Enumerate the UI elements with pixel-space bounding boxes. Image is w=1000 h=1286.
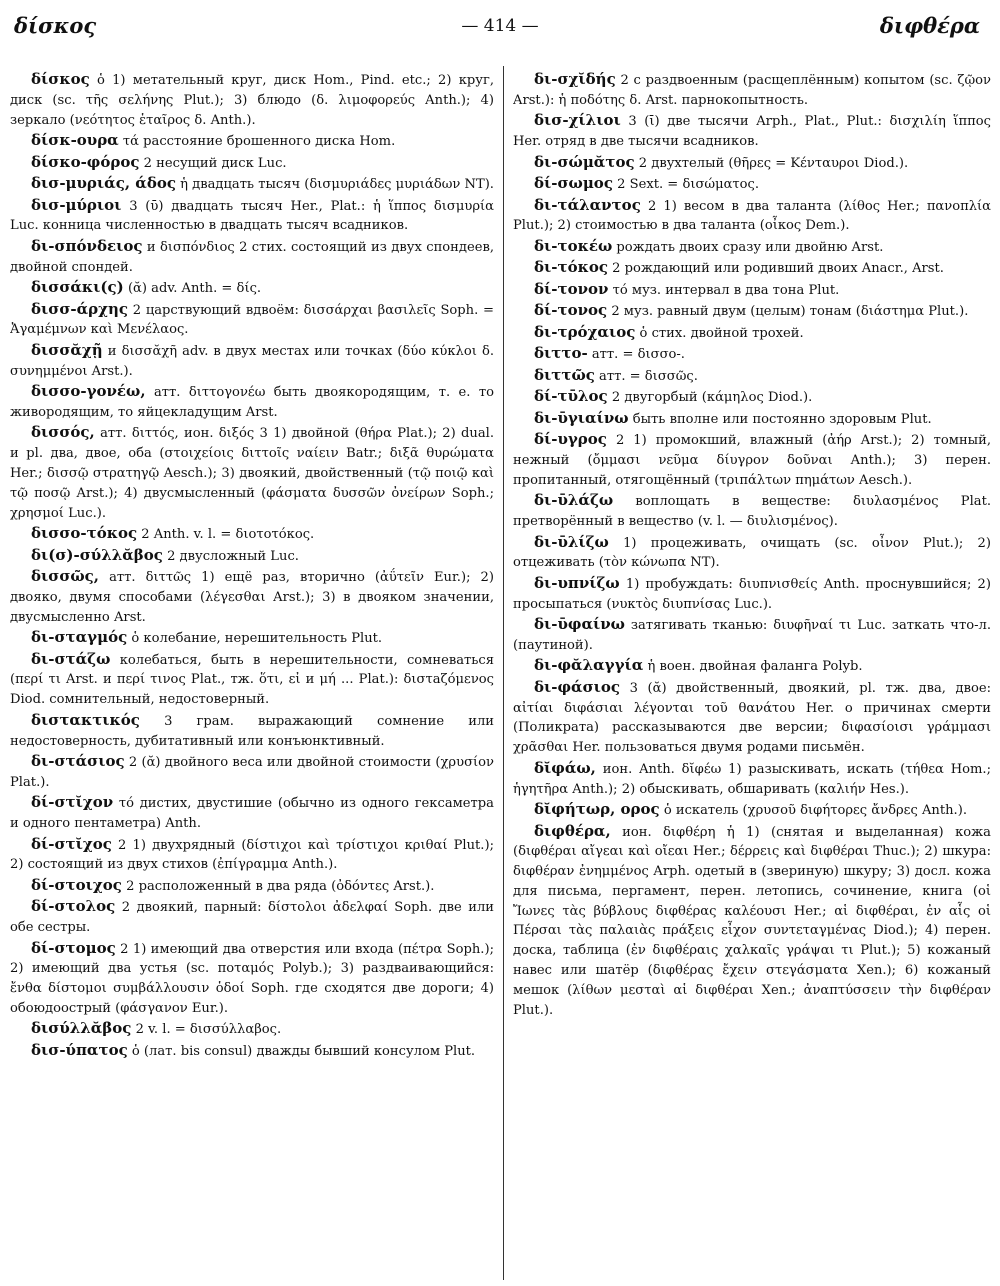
dictionary-entry (10, 876, 494, 897)
entry-headword: δι-τόκος (534, 258, 608, 277)
entry-definition: и δισπόνδιος 2 стих. состоящий из двух спондеев, двойной спондей. (10, 239, 494, 275)
entry-headword: δι-στάζω (31, 649, 111, 668)
dictionary-entry (10, 196, 494, 237)
entry-headword: δισ-χίλιοι (534, 111, 621, 130)
entry-headword: δι-στάσιος (31, 751, 125, 770)
entry-headword: διστακτικός (31, 710, 140, 729)
dictionary-entry (10, 793, 494, 834)
dictionary-entry (10, 278, 494, 299)
entry-definition: 3 грам. выражающий сомнение или недостоверность, дубитативный или конъюнктивный. (10, 713, 494, 749)
dictionary-entry (513, 237, 991, 258)
entry-headword: δι-σώμᾰτος (534, 152, 635, 171)
dictionary-entry (513, 574, 991, 615)
entry-headword: δί-στομος (31, 938, 116, 957)
entry-headword: δισσ-άρχης (31, 299, 129, 318)
entry-definition: 2 1) двухрядный (δίστιχοι καὶ τρίστιχοι κριθαί Plut.); 2) состоящий из двух стихов (ἐπίγραμμα Anth.). (10, 837, 494, 873)
page-number: — 414 — (461, 16, 539, 36)
entry-definition: атт. διττός, ион. διξός 3 1) двойной (θήρα Plat.); 2) dual. и pl. два, двое, оба (στοιχείοις διττοῖς ναίειν Batr.; διξᾶ θυρώματα Her.; δισσῷ στρατηγῷ Aesch.); 3) двоякий, двойственный (τῷ ποιῷ καὶ τῷ ποσῷ Arst.); 4) двусмысленный (φάσματα δυσσῶν ὀνείρων Soph.; χρησμοί Luc.). (10, 426, 494, 521)
dictionary-entry (513, 258, 991, 279)
entry-headword: δισσο-τόκος (31, 524, 138, 543)
entry-headword: δι-ῡφαίνω (534, 615, 625, 634)
entry-headword: δισσῶς, (31, 567, 100, 586)
entry-definition: ион. Anth. δῐφέω 1) разыскивать, искать (τήθεα Hom.; ἡγητῆρα Anth.); 2) обыскивать, обшаривать (καλιήν Hes.). (513, 761, 991, 797)
entry-headword: δι-ῡγιαίνω (534, 408, 629, 427)
entry-headword: δί-στολος (31, 897, 116, 916)
entry-headword: δί-στῐχον (31, 793, 114, 812)
entry-definition: 3 (ᾰ) двойственный, двоякий, pl. тж. два, двое: αἰτίαι διφάσιαι λέγονται τοῦ θανάτου Her. о причинах смерти (Поликрата) рассказываются две версии; διφασίοισι γράμμασι χρᾶσθαι Her. пользоваться двумя родами письмён. (513, 680, 991, 756)
dictionary-entry (10, 237, 494, 278)
entry-definition: и δισσᾰχῆ adv. в двух местах или точках (δύο κύκλοι δ. συνημμένοι Arst.). (10, 343, 494, 379)
entry-definition: 2 1) весом в два таланта (λίθος Her.; πανοπλία Plut.); 2) стоимостью в два таланта (οἶκος Dem.). (513, 198, 991, 234)
dictionary-entry (513, 111, 991, 152)
entry-definition: τά расстояние брошенного диска Hom. (122, 134, 396, 150)
entry-headword: δισ-μύριοι (31, 195, 122, 214)
entry-definition: атт. = δισσο-. (591, 347, 685, 363)
entry-headword: δι-σχῐδής (534, 70, 616, 88)
entry-definition: ἡ воен. двойная фаланга Polyb. (647, 659, 863, 675)
entry-definition: атт. διττογονέω быть двоякородящим, т. е. то живородящим, то яйцекладущим Arst. (10, 385, 494, 420)
entry-definition: 2 1) имеющий два отверстия или входа (πέτρα Soph.); 2) имеющий два устья (sc. ποταμός Polyb.); 3) раздваивающийся: ἔνθα δίστομοι συμβάλλουσιν ὁδοί Soph. где сходятся две дороги; 4) обоюдоострый (φάσγανον Eur.). (10, 941, 494, 1016)
dictionary-entry (513, 344, 991, 365)
dictionary-entry (10, 711, 494, 752)
dictionary-entry (10, 1019, 494, 1040)
entry-headword: δίσκ-ουρα (31, 131, 119, 150)
dictionary-entry (10, 752, 494, 793)
entry-headword: δί-τονος (534, 301, 608, 320)
entry-definition: атт. διττῶς 1) ещё раз, вторично (ἀΰτεῖν Eur.); 2) двояко, двумя способами (λέγεσθαι Arst.); 3) в двояком значении, двусмысленно Arst. (10, 570, 494, 625)
entry-headword: δισσός, (31, 423, 95, 442)
entry-definition: 2 муз. равный двум (целым) тонам (διάστημα Plut.). (611, 304, 969, 320)
entry-definition: атт. = δισσῶς. (599, 368, 698, 384)
entry-definition: 2 v. l. = δισσύλλαβος. (135, 1022, 282, 1038)
entry-headword: δι-σπόνδειος (31, 236, 143, 255)
dictionary-entry (10, 835, 494, 876)
dictionary-entry (10, 341, 494, 382)
entry-definition: 2 Sext. = δισώματος. (617, 177, 760, 193)
right-running-head: διφθέρα (879, 13, 980, 38)
dictionary-entry (513, 615, 991, 656)
dictionary-entry (10, 897, 494, 938)
entry-headword: δί-τῡλος (534, 387, 608, 406)
entry-definition: ἡ двадцать тысяч (δισμυριάδες μυριάδων NT). (180, 177, 494, 193)
entry-definition: 2 двухтелый (θῆρες = Κένταυροι Diod.). (638, 155, 909, 171)
dictionary-entry (513, 430, 991, 490)
entry-definition: 2 царствующий вдвоём: δισσάρχαι βασιλεῖς Soph. = Ἀγαμέμνων καὶ Μενέλαος. (10, 302, 494, 338)
dictionary-entry (10, 939, 494, 1019)
entry-definition: 1) процеживать, очищать (sc. οἶνον Plut.); 2) отцеживать (τὸν κώνωπα NT). (513, 535, 991, 571)
entry-definition: ὁ 1) метательный круг, диск Hom., Pind. etc.; 2) круг, диск (sc. τῆς σελήνης Plut.); 3) блюдо (δ. λιμοφορεύς Anth.); 4) зеркало (νεότητος ἑταῖρος δ. Anth.). (10, 73, 494, 128)
entry-definition: 2 несущий диск Luc. (143, 155, 287, 171)
entry-definition: 2 двусложный Luc. (167, 548, 299, 564)
entry-headword: διφθέρα, (534, 821, 611, 840)
dictionary-entry (513, 153, 991, 174)
dictionary-entry (10, 382, 494, 423)
dictionary-entry (513, 491, 991, 532)
dictionary-entry (513, 822, 991, 1021)
column-divider (503, 66, 504, 1280)
entry-definition: ὁ искатель (χρυσοῦ διφήτορες ἄνδρες Anth.). (663, 803, 967, 819)
entry-headword: δισσᾰχῇ (31, 340, 103, 359)
dictionary-entry (513, 196, 991, 237)
page-header (0, 8, 1000, 46)
dictionary-entry (513, 366, 991, 387)
entry-headword: δι-σταγμός (31, 628, 128, 647)
entry-definition: рождать двоих сразу или двойню Arst. (616, 239, 884, 255)
entry-definition: 2 рождающий или родивший двоих Anacr., Arst. (612, 261, 944, 277)
dictionary-entry (10, 628, 494, 649)
entry-definition: быть вполне или постоянно здоровым Plut. (632, 411, 932, 427)
dictionary-entry (513, 678, 991, 758)
dictionary-entry (10, 546, 494, 567)
entry-definition: 3 (ῡ) двадцать тысяч Her., Plat.: ἡ ἵππος δισμυρία Luc. конница численностью в двадцать тысяч всадников. (10, 198, 494, 234)
entry-headword: δισσάκι(ς) (31, 278, 124, 297)
entry-definition: 1) пробуждать: διυπνισθείς Anth. проснувшийся; 2) просыпаться (νυκτὸς διυπνίσας Luc.). (513, 576, 991, 612)
dictionary-entry (10, 153, 494, 174)
entry-headword: δι-ῡλάζω (534, 491, 614, 510)
entry-headword: δι-φάσιος (534, 677, 621, 696)
dictionary-entry (513, 70, 991, 111)
entry-definition: ὁ колебание, нерешительность Plut. (131, 631, 383, 647)
entry-headword: διττῶς (534, 365, 595, 384)
dictionary-entry (513, 759, 991, 800)
entry-definition: ион. διφθέρη ἡ 1) (снятая и выделанная) кожа (διφθέραι αἴγεαι καὶ οἴεαι Her.; δέρρεις καὶ διφθέραι Thuc.); 2) шкура: διφθέραν ἐνημμένος Arph. одетый в (звериную) шкуру; 3) досл. кожа для письма, пергамент, перен. летопись, сочинение, книга (οἱ Ἴωνες τὰς βύβλους διφθέρας καλέουσι Her.; αἱ διφθέραι, ἐν αἷς οἱ Πέρσαι τὰς παλαιὰς πράξεις εἶχον συντεταγμένας Diod.); 4) перен. доска, таблица (ἐν διφθέραις χαλκαῖς γράψαι τι Plut.); 5) кожаный навес или шатёр (διφθέρας ἔχειν στεγάσματα Xen.); 6) кожаный мешок (λίθων μεσταὶ αἱ διφθέραι Xen.; ἀναπτύσσειν τὴν διφθέραν Plut.). (513, 824, 991, 1018)
entry-definition: 2 Anth. v. l. = διοτοτόκος. (141, 527, 315, 543)
entry-definition: ὁ (лат. bis consul) дважды бывший консулом Plut. (131, 1043, 476, 1059)
dictionary-entry (10, 300, 494, 341)
entry-headword: δι-υπνίζω (534, 573, 620, 592)
right-column (513, 70, 991, 1282)
dictionary-entry (10, 174, 494, 195)
dictionary-entry (513, 409, 991, 430)
entry-headword: δι-τρόχαιος (534, 322, 636, 341)
entry-definition: ὁ стих. двойной трохей. (639, 325, 804, 341)
entry-headword: δῐφάω, (534, 758, 596, 777)
entry-headword: δί-σωμος (534, 174, 613, 193)
entry-definition: τό дистих, двустишие (обычно из одного гексаметра и одного пентаметра) Anth. (10, 796, 494, 832)
entry-headword: δί-τονον (534, 279, 609, 298)
entry-definition: колебаться, быть в нерешительности, сомневаться (περί τι Arst. и περί τινος Plat., тж. ὅτι, εἰ и μή ... Plat.): διστaζόμενος Diod. сомнительный, недостоверный. (10, 652, 494, 708)
entry-definition: 2 двугорбый (κάμηλος Diod.). (611, 390, 813, 406)
entry-headword: δι-φᾰλαγγία (534, 656, 644, 675)
left-running-head: δίσκος (14, 13, 97, 38)
dictionary-entry (513, 533, 991, 574)
dictionary-entry (513, 301, 991, 322)
left-column (10, 70, 494, 1282)
entry-headword: δι-τοκέω (534, 236, 613, 255)
dictionary-entry (513, 174, 991, 195)
entry-headword: δί-υγρος (534, 430, 607, 449)
dictionary-entry (10, 1041, 494, 1062)
dictionary-entry (10, 70, 494, 130)
dictionary-entry (10, 423, 494, 523)
dictionary-entry (10, 524, 494, 545)
entry-headword: δί-στῐχος (31, 834, 112, 853)
entry-headword: δισ-μυριάς, άδος (31, 174, 176, 193)
entry-definition: 2 с раздвоенным (расщеплённым) копытом (sc. ζῷον Arst.): ἡ ποδότης δ. Arst. парнокопытность. (513, 73, 991, 108)
dictionary-entry (513, 323, 991, 344)
entry-headword: δίσκο-φόρος (31, 152, 140, 171)
entry-definition: 2 (ᾰ) двойного веса или двойной стоимости (χρυσίον Plat.). (10, 754, 494, 790)
entry-definition: воплощать в веществе: διυλασμένος Plat. претворённый в вещество (v. l. — διυλισμένος). (513, 494, 991, 530)
entry-headword: δῐφήτωρ, ορος (534, 800, 660, 819)
entry-definition: 2 двоякий, парный: δίστολοι ἀδελφαί Soph. две или обе сестры. (10, 900, 494, 936)
entry-definition: 2 1) промокший, влажный (ἀήρ Arst.); 2) томный, нежный (ὄμμασι νεῦμα δίυγρον δοῦναι Anth.); 3) перен. пропитанный, отягощённый (τριπάλτων πημάτων Aesch.). (513, 433, 991, 488)
dictionary-entry (10, 131, 494, 152)
entry-headword: δι-τάλαντος (534, 195, 641, 214)
entry-headword: δι-ῡλίζω (534, 532, 609, 551)
entry-definition: затягивать тканью: διυφῆναί τι Luc. заткать что-л. (паутиной). (513, 618, 991, 653)
dictionary-entry (10, 567, 494, 627)
dictionary-entry (513, 280, 991, 301)
dictionary-entry (513, 387, 991, 408)
entry-headword: δισσο-γονέω, (31, 382, 146, 401)
entry-definition: 3 (ῑ) две тысячи Arph., Plat., Plut.: δισχιλίη ἵππος Her. отряд в две тысячи всадников. (513, 114, 991, 150)
entry-headword: διττο- (534, 344, 588, 363)
entry-headword: δισύλλᾰβος (31, 1019, 132, 1038)
dictionary-entry (513, 656, 991, 677)
entry-definition: (ᾰ) adv. Anth. = δίς. (127, 281, 262, 297)
dictionary-entry (10, 650, 494, 710)
entry-headword: δί-στοιχος (31, 875, 122, 894)
entry-headword: δι(σ)-σύλλᾰβος (31, 545, 163, 564)
entry-definition: τό муз. интервал в два тона Plut. (612, 282, 840, 298)
entry-headword: δισ-ύπατος (31, 1040, 128, 1059)
dictionary-entry (513, 800, 991, 821)
entry-definition: 2 расположенный в два ряда (ὀδόντες Arst.). (126, 878, 435, 894)
entry-headword: δίσκος (31, 70, 90, 88)
